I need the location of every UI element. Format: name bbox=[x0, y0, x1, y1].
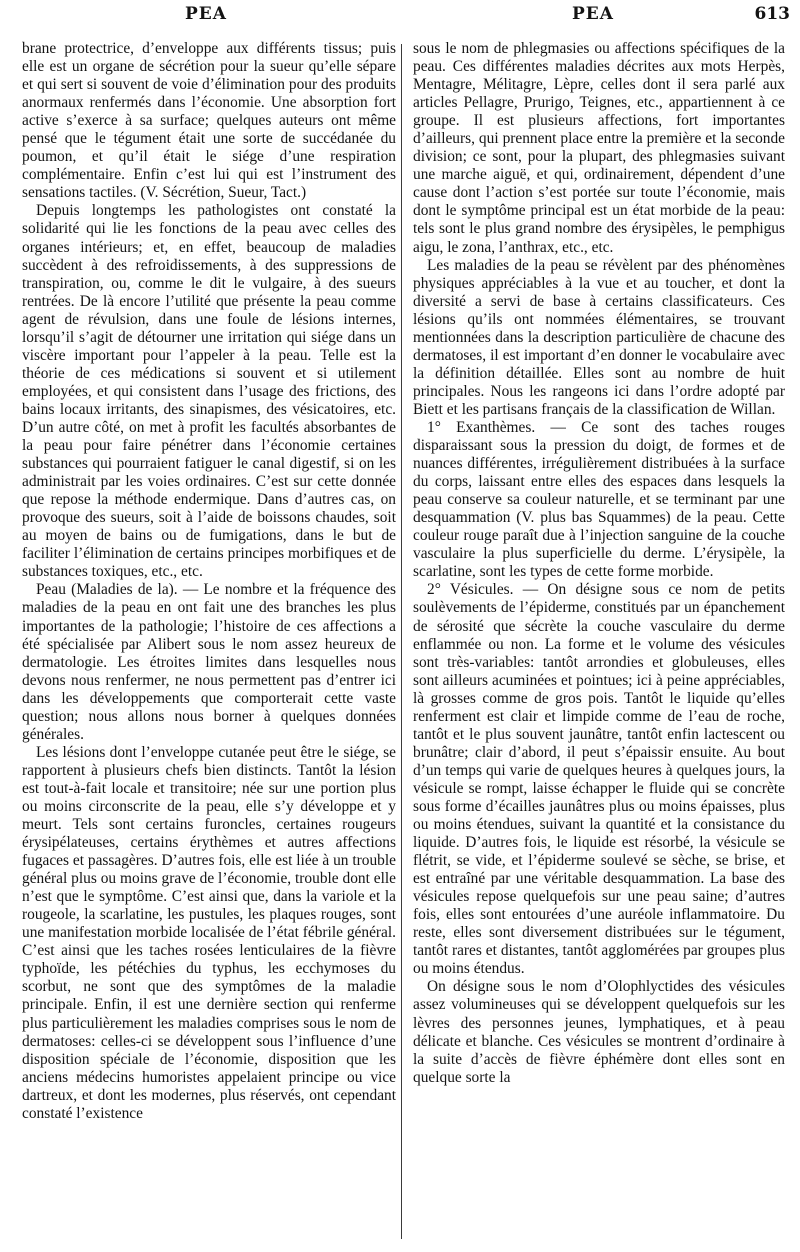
paragraph-exanthemes: 1° Exanthèmes. — Ce sont des taches rouges disparaissant sous la pression du doigt, de formes et de nuances différentes, irrégulièrement distribuées à la surface du corps, laissant entre elles des espaces dans lesquels la peau conserve sa couleur naturelle, et se terminant par une desquammation (V. plus bas Squammes) de la peau. Cette couleur rouge paraît due à l’injection sanguine de la couche vasculaire la plus superficielle du derme. L’érysipèle, la scarlatine, sont les types de cette forme morbide. bbox=[413, 418, 785, 581]
paragraph-olophlyctides: On désigne sous le nom d’Olophlyctides des vésicules assez volumineuses qui se développent quelquefois sur les lèvres des personnes jeunes, lymphatiques, et à peau délicate et blanche. Ces vésicules se montrent d’ordinaire à la suite d’accès de fièvre éphémère dont elles sont en quelque sorte la bbox=[413, 978, 785, 1086]
running-head bbox=[0, 4, 800, 34]
page-number: 613 bbox=[754, 4, 790, 24]
right-column bbox=[413, 40, 785, 1087]
paragraph: Les maladies de la peau se révèlent par des phénomènes physiques appréciables à la vue et au toucher, et dont la diversité a servi de base à certains classificateurs. Ces lésions qu’ils ont nommées élémentaires, se trouvant mentionnées dans la description particulière de chacune des dermatoses, il est important d’en donner le vocabulaire avec la définition détaillée. Elles sont au nombre de huit principales. Nous les rangeons ici dans l’ordre adopté par Biett et les partisans français de la classification de Willan. bbox=[413, 256, 785, 418]
paragraph: brane protectrice, d’enveloppe aux différents tissus; puis elle est un organe de sécrétion pour la sueur qu’elle sépare et qui sert si souvent de voie d’élimination pour des produits anormaux renfermés dans l’économie. Une absorption fort active s’exerce à sa surface; quelques auteurs ont même pensé que le tégument était une sorte de succédanée du poumon, et qu’il était le siége d’une respiration complémentaire. Enfin c’est lui qui est l’instrument des sensations tactiles. (V. Sécrétion, Sueur, Tact.) bbox=[22, 40, 396, 202]
paragraph: Depuis longtemps les pathologistes ont constaté la solidarité qui lie les fonctions de la peau avec celles des organes intérieurs; et, en effet, beaucoup de maladies succèdent à des refroidissements, à des suppressions de transpiration, ou, comme le dit le vulgaire, à des sueurs rentrées. De là encore l’utilité que présente la peau comme agent de révulsion, dans une foule de lésions internes, lorsqu’il s’agit de détourner une irritation qui siége dans un viscère important pour l’appeler à la peau. Telle est la théorie de ces médications si souvent et si utilement employées, et qui consistent dans l’usage des frictions, des bains locaux irritants, des sinapismes, des vésicatoires, etc. D’un autre côté, on met à profit les facultés absorbantes de la peau pour faire pénétrer dans l’économie certaines substances qui pourraient fatiguer le canal digestif, si on les administrait par les voies ordinaires. C’est sur cette donnée que repose la méthode endermique. Dans d’autres cas, on provoque des sueurs, soit à l’aide de boissons chaudes, soit au moyen de bains ou de fumigations, dans le but de faciliter l’élimination de certains principes morbifiques et de substances toxiques, etc., etc. bbox=[22, 202, 396, 581]
paragraph: sous le nom de phlegmasies ou affections spécifiques de la peau. Ces différentes maladies décrites aux mots Herpès, Mentagre, Mélitagre, Lèpre, celles dont il sera parlé aux articles Pellagre, Prurigo, Teignes, etc., appartiennent à ce groupe. Il est plusieurs affections, fort importantes d’ailleurs, qui prennent place entre la première et la seconde division; ce sont, pour la plupart, des phlegmasies suivant une marche aiguë, et qui, ordinairement, dépendent d’une cause dont l’action s’est portée sur toute l’économie, mais dont le symptôme principal est un état morbide de la peau: tels sont le plus grand nombre des érysipèles, le pemphigus aigu, le zona, l’anthrax, etc., etc. bbox=[413, 40, 785, 256]
paragraph-peau-maladies: Peau (Maladies de la). — Le nombre et la fréquence des maladies de la peau en ont fait une des branches les plus importantes de la pathologie; l’histoire de ces affections a été spécialisée par Alibert sous le nom assez heureux de dermatologie. Les étroites limites dans lesquelles nous devons nous renfermer, ne nous permettent pas d’entrer ici dans les développements que comporterait cette vaste question; nous allons nous borner à quelques données générales. bbox=[22, 581, 396, 743]
left-column bbox=[22, 40, 396, 1123]
left-column-headword: PEA bbox=[185, 4, 227, 24]
paragraph: Les lésions dont l’enveloppe cutanée peut être le siége, se rapportent à plusieurs chefs bien distincts. Tantôt la lésion est tout-à-fait locale et transitoire; née sur une portion plus ou moins circonscrite de la peau, elle s’y développe et y meurt. Tels sont certains furoncles, certaines rougeurs érysipélateuses, certains érythèmes et autres affections fugaces et passagères. D’autres fois, elle est liée à un trouble général plus ou moins grave de l’économie, trouble dont elle n’est que le symptôme. C’est ainsi que, dans la variole et la rougeole, la scarlatine, les pustules, les plaques rouges, sont une manifestation morbide localisée de l’état fébrile général. C’est ainsi que les taches rosées lenticulaires de la fièvre typhoïde, les pétéchies du typhus, les ecchymoses du scorbut, ne sont que des symptômes de la maladie principale. Enfin, il est une dernière section qui renferme plus particulièrement les maladies comprises sous le nom de dermatoses: celles-ci se développent sous l’influence d’une disposition spéciale de l’économie, disposition que les anciens médecins humoristes appelaient principe ou vice dartreux, et dont les modernes, plus réservés, ont cependant constaté l’existence bbox=[22, 743, 396, 1122]
column-divider bbox=[401, 44, 402, 1239]
right-column-headword: PEA bbox=[572, 4, 614, 24]
paragraph-vesicules: 2° Vésicules. — On désigne sous ce nom de petits soulèvements de l’épiderme, constitués par un épanchement de sérosité que sécrète la couche vasculaire du derme enflammée ou non. La forme et le volume des vésicules sont très-variables: tantôt arrondies et globuleuses, elles sont ailleurs acuminées et pointues; ici à peine appréciables, là grosses comme de gros pois. Tantôt le liquide qu’elles renferment est clair et limpide comme de l’eau de roche, tantôt et le plus souvent jaunâtre, tantôt enfin lactescent ou brunâtre; clair d’abord, il peut s’épaissir ensuite. Au bout d’un temps qui varie de quelques heures à quelques jours, la vésicule se rompt, laisse échapper le fluide qui se concrète sous forme d’écailles jaunâtres plus ou moins épaisses, plus ou moins étendues, suivant la quantité et la consistance du liquide. D’autres fois, le liquide est résorbé, la vésicule se flétrit, se vide, et l’épiderme soulevé se sèche, se brise, et est entraîné par une véritable desquammation. La base des vésicules repose quelquefois sur une peau saine; d’autres fois, elles sont entourées d’une auréole inflammatoire. Du reste, elles sont diversement distribuées sur le tégument, tantôt rares et distantes, tantôt agglomérées par groupes plus ou moins étendus. bbox=[413, 581, 785, 978]
